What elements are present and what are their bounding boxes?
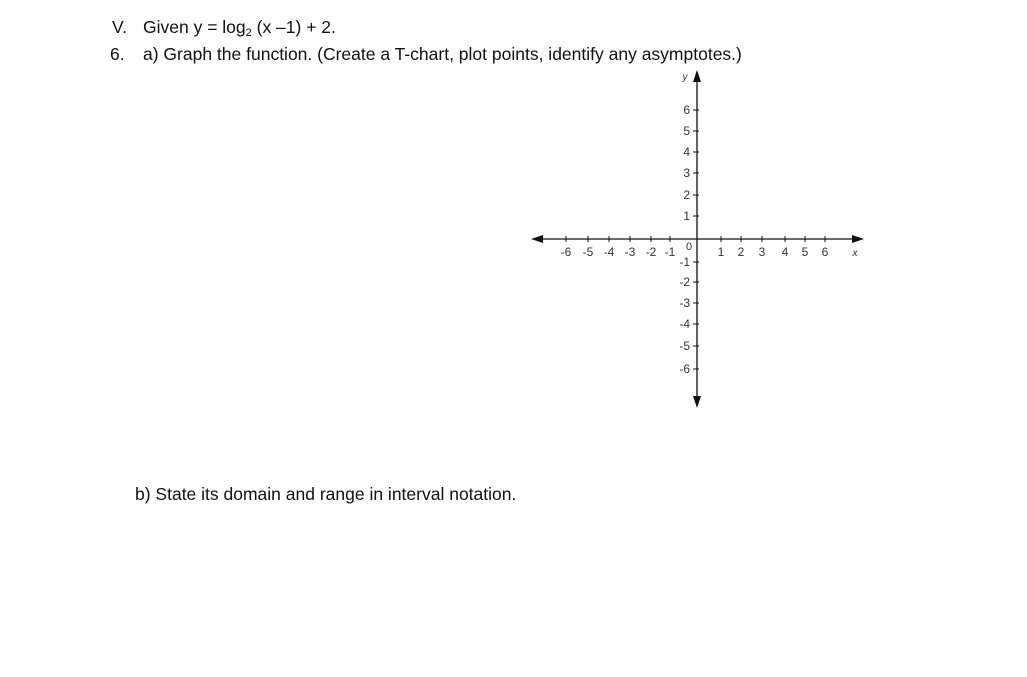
x-axis-label: x: [852, 248, 858, 259]
y-tick-label: 2: [683, 188, 690, 202]
y-tick-label: 1: [683, 209, 690, 223]
y-tick-label: 6: [683, 103, 690, 117]
y-tick-label: -2: [679, 275, 690, 289]
x-tick-label: -4: [603, 245, 615, 259]
given-equation: [143, 17, 336, 39]
given-suffix: (x –1) + 2.: [251, 17, 336, 37]
roman-numeral: V.: [112, 17, 127, 37]
axis-lines: [531, 70, 864, 408]
log-base: 2: [245, 27, 252, 39]
y-tick-label: 5: [683, 124, 690, 138]
y-tick-label: 4: [683, 145, 690, 159]
coordinate-plane: [528, 66, 870, 412]
x-tick-label: -3: [624, 245, 636, 259]
part-b-instruction: b) State its domain and range in interval notation.: [135, 484, 517, 504]
x-tick-label: 4: [781, 245, 789, 259]
y-tick-label: 3: [683, 166, 690, 180]
y-tick-label: -1: [679, 255, 690, 269]
x-tick-label: 3: [758, 245, 766, 259]
y-axis-label: y: [682, 72, 688, 83]
x-tick-label: 5: [801, 245, 809, 259]
question-number: 6.: [110, 44, 125, 64]
y-axis-up-arrow: [693, 70, 701, 82]
x-axis-left-arrow: [531, 235, 543, 243]
y-tick-label: -4: [679, 317, 690, 331]
y-tick-label: -5: [679, 339, 690, 353]
y-axis-down-arrow: [693, 396, 701, 408]
x-tick-label: -2: [645, 245, 657, 259]
x-tick-label: 2: [737, 245, 745, 259]
x-axis-right-arrow: [852, 235, 864, 243]
part-a-instruction: a) Graph the function. (Create a T-chart, plot points, identify any asymptotes.): [143, 44, 742, 64]
x-tick-label: 1: [717, 245, 725, 259]
given-prefix: Given y = log: [143, 17, 246, 37]
origin-label: 0: [685, 241, 693, 253]
y-tick-label: -3: [679, 296, 690, 310]
x-tick-label: -6: [560, 245, 572, 259]
x-axis-tick-labels: [561, 245, 829, 259]
y-tick-label: -6: [679, 362, 690, 376]
x-tick-label: 6: [821, 245, 829, 259]
x-tick-label: -5: [582, 245, 594, 259]
x-tick-label: -1: [664, 245, 676, 259]
